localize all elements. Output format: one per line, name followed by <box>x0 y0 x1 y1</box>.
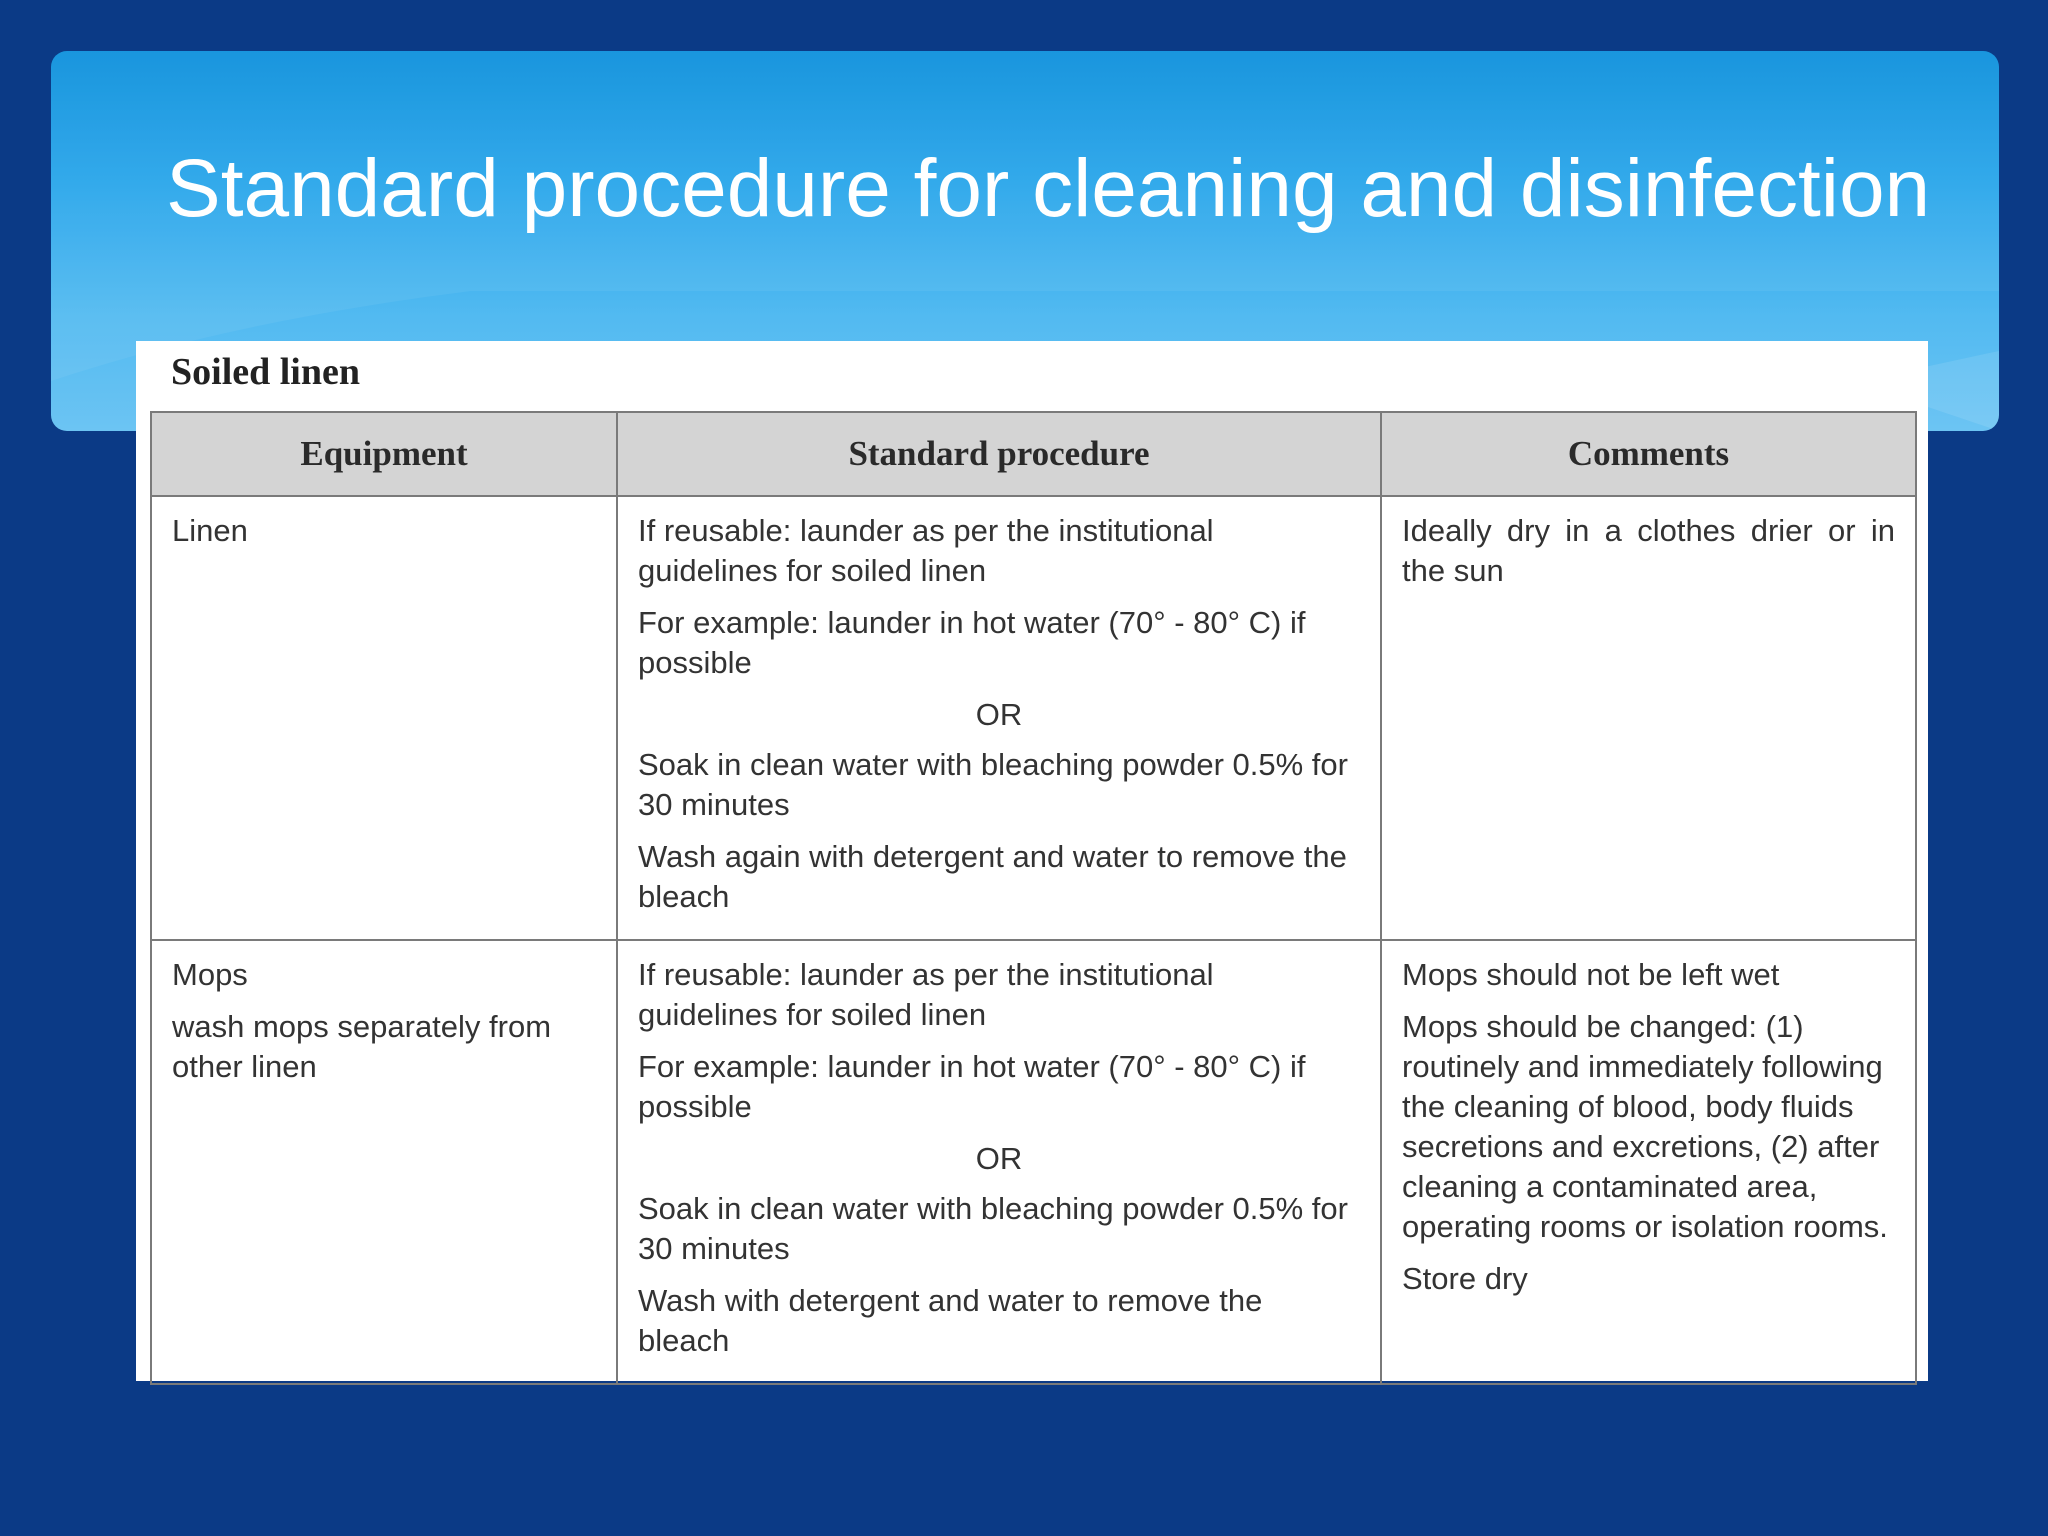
column-header-equipment: Equipment <box>151 412 617 496</box>
cell-equipment <box>151 940 617 1384</box>
cell-equipment <box>151 496 617 940</box>
slide-title: Standard procedure for cleaning and disinfection <box>166 143 1931 234</box>
procedure-step: Wash again with detergent and water to remove the bleach <box>638 839 1347 914</box>
procedure-example: For example: launder in hot water (70° - 80° C) if possible <box>638 1049 1306 1124</box>
procedure-table <box>150 411 1917 1385</box>
or-separator: OR <box>975 697 1023 732</box>
section-heading: Soiled linen <box>171 351 360 393</box>
table-row-linen <box>151 496 1916 940</box>
column-header-comments: Comments <box>1381 412 1916 496</box>
equipment-name: Linen <box>172 513 248 548</box>
comment-text: Ideally dry in a clothes drier or in the sun <box>1402 513 1895 588</box>
procedure-step: If reusable: launder as per the institutional guidelines for soiled linen <box>638 957 1214 1032</box>
procedure-step: Wash with detergent and water to remove the bleach <box>638 1283 1263 1358</box>
equipment-note: wash mops separately from other linen <box>172 1009 552 1084</box>
column-header-standard-procedure: Standard procedure <box>617 412 1381 496</box>
cell-procedure <box>617 940 1381 1384</box>
procedure-step: Soak in clean water with bleaching powder 0.5% for 30 minutes <box>638 1191 1348 1266</box>
cell-procedure <box>617 496 1381 940</box>
procedure-step: Soak in clean water with bleaching powder 0.5% for 30 minutes <box>638 747 1348 822</box>
comment-text: Store dry <box>1402 1261 1528 1296</box>
document-image <box>136 341 1928 1381</box>
comment-text: Mops should not be left wet <box>1402 957 1780 992</box>
table-row-mops <box>151 940 1916 1384</box>
or-separator: OR <box>975 1141 1023 1176</box>
cell-comments <box>1381 496 1916 940</box>
equipment-name: Mops <box>172 957 248 992</box>
cell-comments <box>1381 940 1916 1384</box>
procedure-example: For example: launder in hot water (70° - 80° C) if possible <box>638 605 1306 680</box>
comment-text: Mops should be changed: (1) routinely and immediately following the cleaning of blood, body fluids secretions and excretions, (2) after cleaning a contaminated area, operating rooms or isolation rooms. <box>1402 1009 1888 1244</box>
table-header-row <box>151 412 1916 496</box>
procedure-step: If reusable: launder as per the institutional guidelines for soiled linen <box>638 513 1214 588</box>
